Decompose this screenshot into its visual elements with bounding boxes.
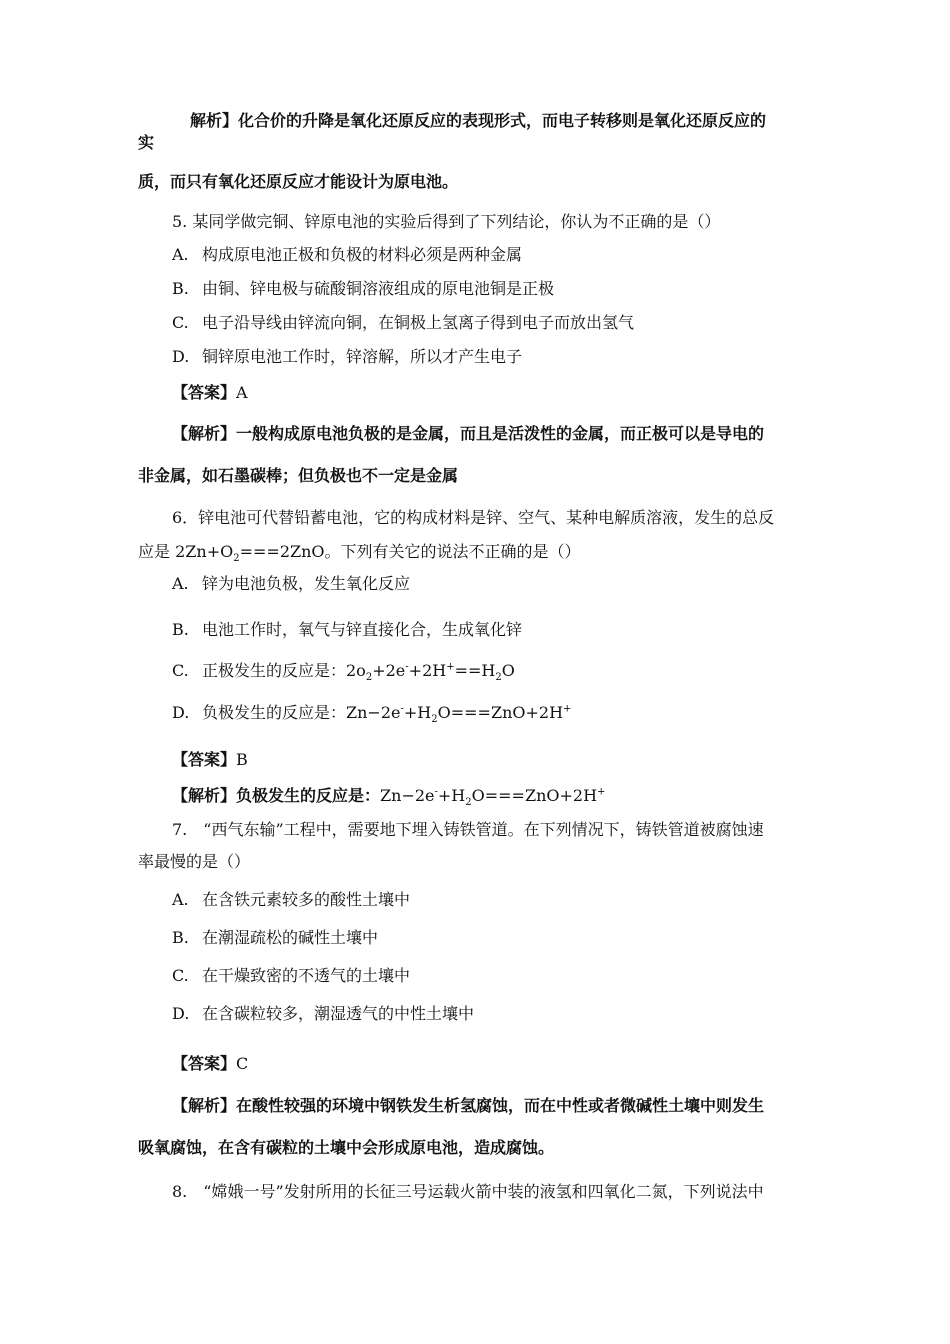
answer-label: 【答案】 — [172, 750, 237, 769]
option-text: ==H — [454, 661, 496, 680]
option-text: 在干燥致密的不透气的土壤中 — [202, 966, 411, 985]
q4-analysis-line1: 解析】化合价的升降是氧化还原反应的表现形式，而电子转移则是氧化还原反应的 — [190, 111, 767, 130]
superscript: + — [563, 703, 572, 715]
option-text: 负极发生的反应是：Zn−2e — [202, 703, 401, 722]
option-text: 在含碳粒较多，潮湿透气的中性土壤中 — [202, 1004, 475, 1023]
option-letter: A. — [172, 890, 189, 909]
q5-option-a — [172, 245, 522, 265]
option-letter: B. — [172, 620, 189, 639]
q6-analysis — [172, 786, 606, 809]
q6-option-c — [172, 661, 515, 684]
stem-text: ===2ZnO。下列有关它的说法不正确的是（） — [239, 542, 581, 561]
q7-option-a — [172, 890, 410, 910]
analysis-label: 【解析】负极发生的反应是： — [172, 786, 381, 805]
q7-stem-line1: 7. “西气东输”工程中，需要地下埋入铸铁管道。在下列情况下，铸铁管道被腐蚀速 — [172, 820, 764, 839]
q7-analysis-line1: 【解析】在酸性较强的环境中钢铁发生析氢腐蚀，而在中性或者微碱性土壤中则发生 — [172, 1096, 765, 1115]
option-text: 正极发生的反应是：2o — [202, 661, 366, 680]
q6-option-a — [172, 574, 410, 594]
analysis-text: Zn−2e — [380, 786, 435, 805]
superscript: + — [597, 786, 606, 798]
subscript: 2 — [365, 672, 373, 684]
q4-analysis-line2: 实 — [138, 133, 155, 152]
q7-answer — [172, 1054, 248, 1074]
answer-value: C — [236, 1054, 249, 1073]
option-letter: D. — [172, 347, 190, 366]
q5-analysis-line2: 非金属，如石墨碳棒；但负极也不一定是金属 — [138, 466, 459, 485]
option-text: 电池工作时，氧气与锌直接化合，生成氧化锌 — [202, 620, 523, 639]
q5-option-b — [172, 279, 554, 299]
option-text: 构成原电池正极和负极的材料必须是两种金属 — [202, 245, 523, 264]
superscript: - — [434, 786, 438, 798]
option-text: 铜锌原电池工作时，锌溶解，所以才产生电子 — [202, 347, 523, 366]
option-letter: C. — [172, 966, 189, 985]
q7-option-c — [172, 966, 410, 986]
option-letter: C. — [172, 313, 189, 332]
stem-text: 应是 2Zn+O — [138, 542, 234, 561]
answer-label: 【答案】 — [172, 383, 237, 402]
option-text: 在潮湿疏松的碱性土壤中 — [202, 928, 379, 947]
option-text: 电子沿导线由锌流向铜，在铜极上氢离子得到电子而放出氢气 — [202, 313, 635, 332]
analysis-text: +H — [437, 786, 466, 805]
q6-answer — [172, 750, 248, 770]
subscript: 2 — [431, 714, 438, 726]
q6-stem-line1: 6．锌电池可代替铅蓄电池，它的构成材料是锌、空气、某种电解质溶液，发生的总反 — [172, 508, 775, 527]
option-text: O — [501, 661, 515, 680]
answer-value: A — [236, 383, 248, 402]
q7-analysis-line2: 吸氧腐蚀，在含有碳粒的土壤中会形成原电池，造成腐蚀。 — [138, 1138, 555, 1157]
option-text: O===ZnO+2H — [437, 703, 564, 722]
option-letter: A. — [172, 245, 189, 264]
superscript: + — [446, 661, 455, 673]
q6-option-b — [172, 620, 522, 640]
superscript: - — [405, 661, 409, 673]
q5-analysis-line1: 【解析】一般构成原电池负极的是金属，而且是活泼性的金属，而正极可以是导电的 — [172, 424, 765, 443]
q5-stem: 5. 某同学做完铜、锌原电池的实验后得到了下列结论，你认为不正确的是（） — [172, 212, 721, 231]
option-text: 在含铁元素较多的酸性土壤中 — [202, 890, 411, 909]
option-letter: B. — [172, 928, 189, 947]
q5-option-c — [172, 313, 634, 333]
q7-option-b — [172, 928, 378, 948]
option-letter: A. — [172, 574, 189, 593]
option-text: 锌为电池负极，发生氧化反应 — [202, 574, 411, 593]
analysis-text: O===ZnO+2H — [471, 786, 598, 805]
q6-option-d — [172, 703, 572, 726]
option-text: 由铜、锌电极与硫酸铜溶液组成的原电池铜是正极 — [202, 279, 555, 298]
q5-option-d — [172, 347, 522, 367]
subscript: 2 — [465, 797, 472, 809]
q4-analysis-line3: 质，而只有氧化还原反应才能设计为原电池。 — [138, 172, 459, 191]
option-letter: D. — [172, 703, 190, 722]
option-text: +2e — [372, 661, 406, 680]
q7-option-d — [172, 1004, 474, 1024]
answer-value: B — [236, 750, 248, 769]
option-letter: B. — [172, 279, 189, 298]
option-letter: D. — [172, 1004, 190, 1023]
subscript: 2 — [233, 553, 240, 565]
q5-answer — [172, 383, 248, 403]
q7-stem-line2: 率最慢的是（） — [138, 852, 251, 871]
superscript: - — [400, 703, 404, 715]
option-text: +H — [403, 703, 432, 722]
answer-label: 【答案】 — [172, 1054, 237, 1073]
q6-stem-line2 — [138, 542, 581, 565]
subscript: 2 — [495, 672, 502, 684]
option-letter: C. — [172, 661, 189, 680]
option-text: +2H — [408, 661, 447, 680]
q8-stem-line1: 8. “嫦娥一号”发射所用的长征三号运载火箭中装的液氢和四氧化二氮，下列说法中 — [172, 1182, 764, 1201]
